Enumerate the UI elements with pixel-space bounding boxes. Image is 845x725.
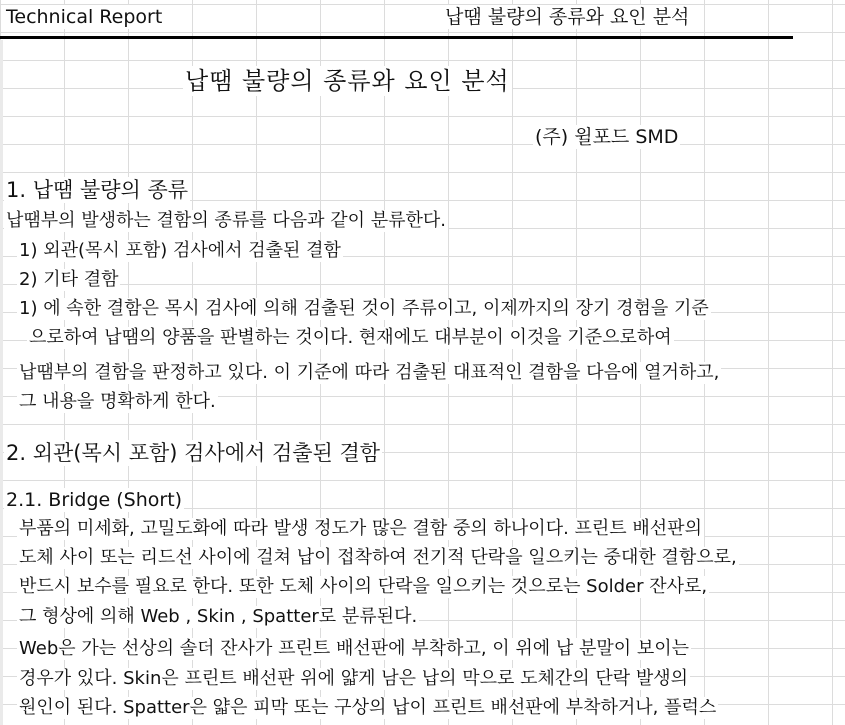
- section-2-1-heading: 2.1. Bridge (Short): [6, 489, 183, 511]
- section-2-1-line: 그 형상에 의해 Web , Skin , Spatter로 분류된다.: [19, 606, 418, 627]
- section-1-line: 그 내용을 명확하게 한다.: [19, 391, 216, 412]
- section-1-line: 으로하여 납땜의 양품을 판별하는 것이다. 현재에도 대부분이 이것을 기준으로하여: [29, 327, 672, 348]
- section-2-1-line: 경우가 있다. Skin은 프린트 배선판 위에 얇게 남은 납의 막으로 도체간의 단락 발생의: [19, 668, 689, 689]
- document-title: 납땜 불량의 종류와 요인 분석: [185, 67, 510, 95]
- section-1-line: 2) 기타 결함: [19, 269, 119, 290]
- header-right-text: 납땜 불량의 종류와 요인 분석: [445, 6, 690, 28]
- section-2-heading: 2. 외관(목시 포함) 검사에서 검출된 결함: [6, 441, 381, 465]
- section-1-line: 납땜부의 발생하는 결함의 종류를 다음과 같이 분류한다.: [6, 210, 446, 231]
- header-left-text: Technical Report: [6, 6, 163, 28]
- section-1-line: 1) 에 속한 결함은 목시 검사에 의해 검출된 것이 주류이고, 이제까지의 장기 경험을 기준: [19, 298, 709, 319]
- section-2-1-line: 도체 사이 또는 리드선 사이에 걸쳐 납이 접착하여 전기적 단락을 일으키는 중대한 결함으로,: [19, 547, 737, 568]
- section-2-1-line: 부품의 미세화, 고밀도화에 따라 발생 정도가 많은 결함 중의 하나이다. 프린트 배선판의: [19, 518, 702, 539]
- left-border: [0, 40, 3, 725]
- section-2-1-line: 반드시 보수를 필요로 한다. 또한 도체 사이의 단락을 일으키는 것으로는 Solder 잔사로,: [19, 576, 708, 597]
- section-2-1-line: 원인이 된다. Spatter은 얇은 피막 또는 구상의 납이 프린트 배선판에 부착하거나, 플럭스: [19, 697, 717, 718]
- section-1-line: 납땜부의 결함을 판정하고 있다. 이 기준에 따라 검출된 대표적인 결함을 다음에 열거하고,: [19, 362, 720, 383]
- section-2-1-line: Web은 가는 선상의 솔더 잔사가 프린트 배선판에 부착하고, 이 위에 납 분말이 보이는: [19, 638, 690, 659]
- section-1-heading: 1. 납땜 불량의 종류: [6, 178, 189, 202]
- header-rule: [0, 36, 793, 39]
- section-1-line: 1) 외관(목시 포함) 검사에서 검출된 결함: [19, 240, 341, 261]
- company-name: (주) 윌포드 SMD: [535, 126, 679, 148]
